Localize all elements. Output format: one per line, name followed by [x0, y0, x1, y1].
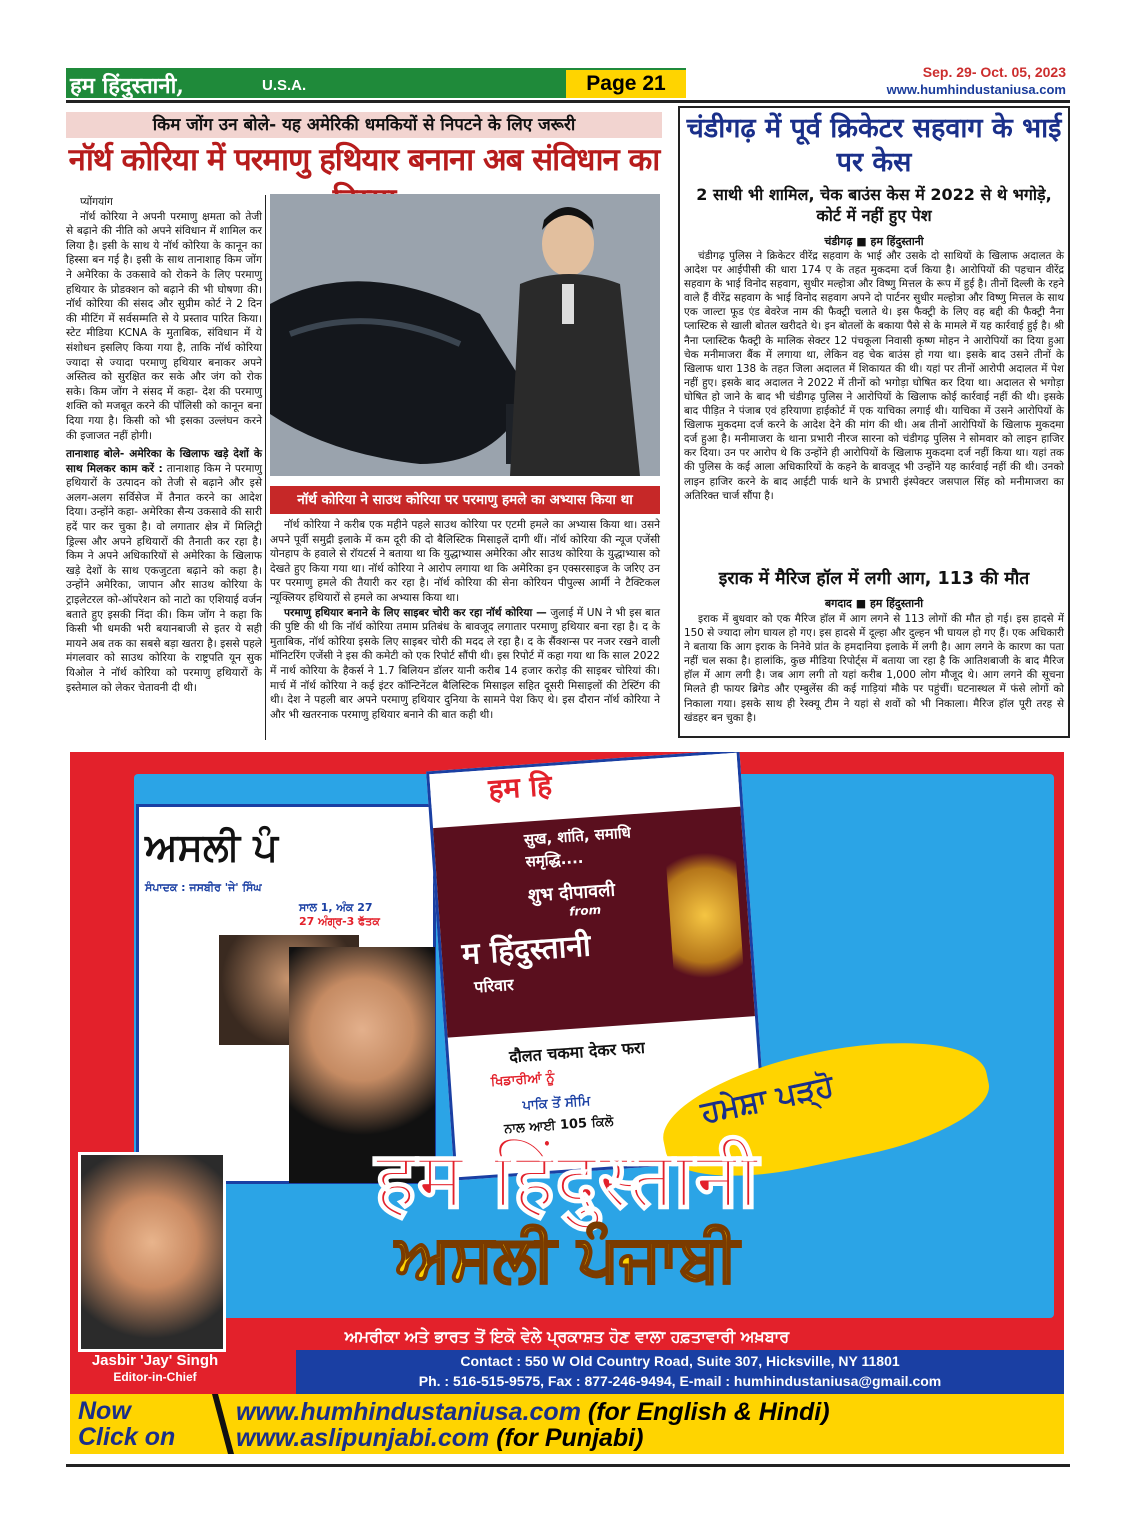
now-label: Now: [78, 1397, 131, 1425]
advertisement[interactable]: [70, 752, 1064, 1454]
issue-date: Sep. 29- Oct. 05, 2023: [922, 64, 1066, 80]
ad-left-date: 27 ਅੰਗ੍ਰ-3 ਫੱਤਕ: [299, 915, 380, 928]
article-paragraph: नॉर्थ कोरिया ने करीब एक महीने पहले साउथ कोरिया पर एटमी हमले का अभ्यास किया था। उसने अपने पूर्वी समुद्री इलाके में कम दूरी की दो बैलिस्टिक मिसाइलें दागी थीं। नॉर्थ कोरिया की न्यूज एजेंसी योनहाप के हवाले से रॉयटर्स ने बताया था कि युद्धाभ्यास अमेरिका और साउथ कोरिया के युद्धाभ्यास को देखते हुए किया गया था। नॉर्थ कोरिया ने आरोप लगाया था कि अमेरिका इन एक्सरसाइज के जरिए उन पर परमाणु हमले की तैयारी कर रहा है। नॉर्थ कोरिया की सेना कोरियन पीपुल्स आर्मी ने टैक्टिकल न्यूक्लियर हथियारों से हमले का अभ्यास किया था।: [270, 519, 660, 604]
header-rule: [66, 100, 1070, 103]
ad-link-punjabi[interactable]: [236, 1424, 1058, 1453]
editor-name: Jasbir 'Jay' Singh: [91, 1352, 219, 1369]
link1-url[interactable]: www.humhindustaniusa.com: [236, 1398, 581, 1426]
article-subhead: परमाणु हथियार बनाने के लिए साइबर चोरी कर रहा नॉर्थ कोरिया —: [284, 606, 547, 619]
ad-right-greet: शुभ दीपावली: [527, 879, 616, 907]
article-subhead-banner: नॉर्थ कोरिया ने साउथ कोरिया पर परमाणु हमले का अभ्यास किया था: [270, 486, 660, 514]
ad-link-english-hindi[interactable]: [236, 1398, 1058, 1427]
column-divider: [265, 195, 266, 740]
ad-right-line1: सुख, शांति, समाधि: [523, 823, 632, 849]
website-link[interactable]: www.humhindustaniusa.com: [886, 82, 1066, 97]
sidebar-body-2: इराक में बुधवार को एक मैरिज हॉल में आग लगने से 113 लोगों की मौत हो गई। इस हादसे में 150 से ज्यादा लोग घायल हो गए। इस हादसे में दूल्हा और दुल्हन भी घायल हो गए हैं। एक अधिकारी ने बताया कि आग इराक के निनेवे प्रांत के हमदानिया इलाके में लगी है। आग लगने के कारण का पता नहीं चल सका है। हालांकि, कुछ मीडिया रिपोर्ट्स में बताया जा रहा है कि आतिशबाजी के बाद मैरिज हॉल में आग लगी है। जब आग लगी तो यहां करीब 1,000 लोग मौजूद थे। आग लगने की सूचना मिलते ही फायर ब्रिगेड और एम्बुलेंस की कई गाड़ियां मौके पर पहुंचीं। घटनास्थल में फंसे लोगों को निकाला गया। इसके साथ ही रेस्क्यू टीम ने यहां से शवों को भी निकाला। मैरिज हॉल पूरी तरह से खंडहर बन चुका है।: [684, 613, 1064, 724]
sidebar-body: चंडीगढ़ पुलिस ने क्रिकेटर वीरेंद्र सहवाग के भाई और उसके दो साथियों के खिलाफ अदालत के आदेश पर आईपीसी की धारा 174 ए के तहत मुकदमा दर्ज किया है। आरोपियों की पहचान वीरेंद्र सहवाग के भाई विनोद सहवाग, सुधीर मल्होत्रा और विष्णु मित्तल के रूप में हुई है। तीनों दिल्ली के रहने वाले हैं वीरेंद्र सहवाग के भाई विनोद सहवाग अपने दो पार्टनर सुधीर मल्होत्रा और विष्णु मित्तल के साथ एक जाल्टा फूड एंड बेवरेज नाम की फैक्ट्री चलाते थे। इस फैक्ट्री के लिए वह बद्दी की फैक्ट्री नैना प्लास्टिक से खाली बोतल खरीदते थे। इन बोतलों के बकाया पैसे से के मामले में यह कार्रवाई हुई है। श्री नैना प्लास्टिक फैक्ट्री के मालिक सेक्टर 12 पंचकूला निवासी कृष्ण मोहन ने आरोपियों का दिया हुआ चेक मनीमाजरा बैंक में लगाया था, लेकिन वह चेक बाउंस हो गया था। इसके बाद उसने तीनों के खिलाफ धारा 138 के तहत जिला अदालत में शिकायत की थी। यहां पर तीनों आरोपी अदालत में पेश नहीं हुए। इसके बाद अदालत ने 2022 में तीनों को भगोड़ा घोषित कर दिया था। अदालत से भगोड़ा घोषित हो जाने के बाद भी चंडीगढ़ पुलिस ने आरोपियों के खिलाफ कोई कार्रवाई नहीं की थी। इसके बाद पीड़ित ने पंजाब एवं हरियाणा हाईकोर्ट में एक याचिका लगाई थी। याचिका में उसने आरोपियों के खिलाफ मुकदमा दर्ज करने के आदेश देने की मांग की थी। अब तीनों आरोपियों के खिलाफ मुकदमा दर्ज हुआ है। मनीमाजरा के थाना प्रभारी नीरज सारना को चंडीगढ़ पुलिस ने सोमवार को लाइन हाजिर कर दिया। उन पर आरोप थे कि उन्होंने ही आरोपियों के खिलाफ मुकदमा दर्ज नहीं किया था। यहां तक की पुलिस के कई आला अधिकारियों के कहने के बावजूद भी उन्होंने यह कार्रवाई नहीं की थी। उनको लाइन हाजिर करने के बाद आईटी पार्क थाने के प्रभारी इंस्पेक्टर जसपाल सिंह को मनीमाजरा का अतिरिक्त चार्ज सौंपा है।: [684, 250, 1064, 502]
ad-left-issue: ਸਾਲ 1, ਅੰਕ 27: [299, 901, 373, 914]
sidebar-subheadline: 2 साथी भी शामिल, चेक बाउंस केस में 2022 से थे भगोड़े, कोर्ट में नहीं हुए पेश: [696, 185, 1052, 225]
article-kicker: किम जोंग उन बोले- यह अमेरिकी धमकियों से निपटने के लिए जरूरी: [66, 112, 662, 138]
sidebar-dateline: चंडीगढ़ ■ हम हिंदुस्तानी: [824, 235, 924, 248]
ad-lakshmi-image: [665, 843, 745, 988]
article-column-2: [270, 518, 660, 722]
photo-illustration: [270, 194, 660, 476]
ad-right-family: परिवार: [473, 974, 515, 997]
sidebar-headline-2: इराक में मैरिज हॉल में लगी आग, 113 की मौत: [718, 569, 1030, 589]
paper-name: हम हिंदुस्तानी,: [70, 73, 184, 99]
sidebar-dateline-2: बगदाद ■ हम हिंदुस्तानी: [824, 597, 924, 610]
ad-tagline: ਅਮਰੀਕਾ ਅਤੇ ਭਾਰਤ ਤੋਂ ਇਕੋ ਵੇਲੇ ਪ੍ਰਕਾਸ਼ਤ ਹੋਣ ਵਾਲਾ ਹਫ਼ਤਾਵਾਰੀ ਅਖ਼ਬਾਰ: [344, 1327, 790, 1346]
link1-note: (for English & Hindi): [587, 1398, 830, 1426]
article-column-1: [66, 195, 262, 695]
link2-note: (for Punjabi): [496, 1424, 644, 1452]
ad-right-punjabi-3: ਨਾਲ ਆਈ 105 ਕਿਲੋ: [503, 1114, 614, 1137]
ad-right-from: from: [568, 902, 602, 919]
ad-title-punjabi: ਅਸਲੀ ਪੰਜਾਬੀ: [395, 1222, 739, 1296]
ad-title-hindi: हम हिंदुस्तानी: [374, 1135, 760, 1226]
article-paragraph: जुलाई में UN ने भी इस बात की पुष्टि की थी कि नॉर्थ कोरिया तमाम प्रतिबंध के बावजूद लगातार परमाणु हथियार बना रहा है। द के मुताबिक, नॉर्थ कोरिया इसके लिए साइबर चोरी की मदद ले रहा है। द के सैंक्शन्स पर नजर रखने वाली मॉनिटरिंग एजेंसी ने इस की कमेटी को एक रिपोर्ट सौंपी थी। इस रिपोर्ट में कहा गया था कि साल 2022 में नार्थ कोरिया के हैकर्स ने 1.7 बिलियन डॉलर यानी करीब 14 हजार करोड़ की साइबर चोरियां की। मार्च में नॉर्थ कोरिया ने कई इंटर कॉन्टिनेंटल बैलिस्टिक मिसाइल सहित दूसरी मिसाइलों की टेस्टिंग की थी। देश ने पहली बार अपने परमाणु हथियार दुनिया के सामने पेश किए थे। इस दौरान नॉर्थ कोरिया ने और भी खतरनाक परमाणु हथियार बनाने की बात कही थी।: [270, 606, 660, 721]
editor-role: Editor-in-Chief: [113, 1370, 197, 1384]
footer-rule: [66, 1464, 1070, 1467]
ad-right-headline: दौलत चकमा देकर फरा: [508, 1037, 646, 1067]
ad-contact-address: Contact : 550 W Old Country Road, Suite 307, Hicksville, NY 11801: [460, 1353, 900, 1369]
article-dateline: प्योंगयांग: [80, 196, 113, 208]
sidebar-headline: चंडीगढ़ में पूर्व क्रिकेटर सहवाग के भाई पर केस: [686, 113, 1062, 178]
paper-suffix: U.S.A.: [262, 77, 307, 94]
article-paragraph: नॉर्थ कोरिया ने अपनी परमाणु क्षमता को तेजी से बढ़ाने की नीति को अपने संविधान में शामिल कर लिया है। इसी के साथ ये नॉर्थ कोरिया के कानून का हिस्सा बन गई है। इसी के साथ तानाशाह किम जोंग ने अमेरिका के उकसावे को रोकने के लिए परमाणु हथियार के प्रोडक्शन को बढ़ाने की भी घोषणा की। नॉर्थ कोरिया की संसद और सुप्रीम कोर्ट ने 2 दिन की मीटिंग में सर्वसम्मति से ये प्रस्ताव पारित किया। स्टेट मीडिया KCNA के मुताबिक, संविधान में ये संशोधन इसलिए किया गया है, ताकि नॉर्थ कोरिया ज्यादा से ज्यादा परमाणु हथियार बनाकर अपने अस्तित्व को सुरक्षित कर सके और जंग को रोक सके। किम जोंग ने संसद में कहा- देश की परमाणु शक्ति को मजबूत करने की पॉलिसी को कानून बना दिया गया है। किसी को भी इसका उल्लंघन करने की इजाजत नहीं होगी।: [66, 210, 262, 442]
ad-right-punjabi-1: ਖਿਡਾਰੀਆਂ ਨੂੰ: [490, 1070, 556, 1090]
ad-right-line2: समृद्धि....: [524, 848, 584, 871]
divider-slash-icon: [208, 1394, 236, 1454]
click-label: Click on: [78, 1423, 176, 1451]
article-paragraph: तानाशाह किम ने परमाणु हथियारों के उत्पादन को तेजी से बढ़ाने और इसे अलग-अलग सर्विसेज में तैनात करने का आदेश दिया। उन्होंने कहा- अमेरिका सैन्य उकसावे की सारी हदें पार कर चुका है। वो लगातार क्षेत्र में मिलिट्री ड्रिल्स और अपने हथियारों की तैनाती कर रहा है। किम ने अपने अधिकारियों से अमेरिका के खिलाफ खड़े देशों के साथ एकजुटता बढ़ाने को कहा है। उन्होंने अमेरिका, जापान और साउथ कोरिया के ट्राइलेटरल को-ऑपरेशन को नाटो का एशियाई वर्जन बताते हुए इसकी निंदा की। किम जोंग ने कहा कि किसी भी धमकी भरी बयानबाजी से इतर ये सही मायने अब तक का सबसे बड़ा खतरा है। इससे पहले मंगलवार को साउथ कोरिया के राष्ट्रपति यून सुक यिओल ने नॉर्थ कोरिया को परमाणु हथियारों के इस्तेमाल को लेकर चेतावनी दी थी।: [66, 462, 262, 694]
ad-right-title: हम हि: [487, 768, 553, 807]
ad-right-name: म हिंदुस्तानी: [460, 928, 592, 973]
article-headline: नॉर्थ कोरिया में परमाणु हथियार बनाना अब संविधान का: [68, 142, 660, 178]
article-subhead: तानाशाह बोले- अमेरिका के खिलाफ खड़े देशों के साथ मिलकर काम करें :: [66, 448, 262, 475]
kim-jong-un-photo: [270, 194, 660, 476]
link2-url[interactable]: www.aslipunjabi.com: [236, 1424, 490, 1452]
ad-now-label: [78, 1398, 175, 1450]
ad-left-editor: ਸੰਪਾਦਕ : ਜਸਬੀਰ 'ਜੇ' ਸਿੰਘ: [145, 881, 262, 894]
ad-right-punjabi-2: ਪਾਕਿ ਤੋਂ ਸੀਮਿ: [522, 1093, 591, 1114]
ad-left-title: ਅਸਲੀ ਪੰ: [145, 825, 278, 869]
page-number: Page 21: [566, 70, 686, 98]
ad-read-always: ਹਮੇਸ਼ਾ ਪੜ੍ਹੋ: [697, 1068, 837, 1131]
ad-contact-phone[interactable]: Ph. : 516-515-9575, Fax : 877-246-9494, E-mail : humhindustaniusa@gmail.com: [418, 1373, 942, 1389]
